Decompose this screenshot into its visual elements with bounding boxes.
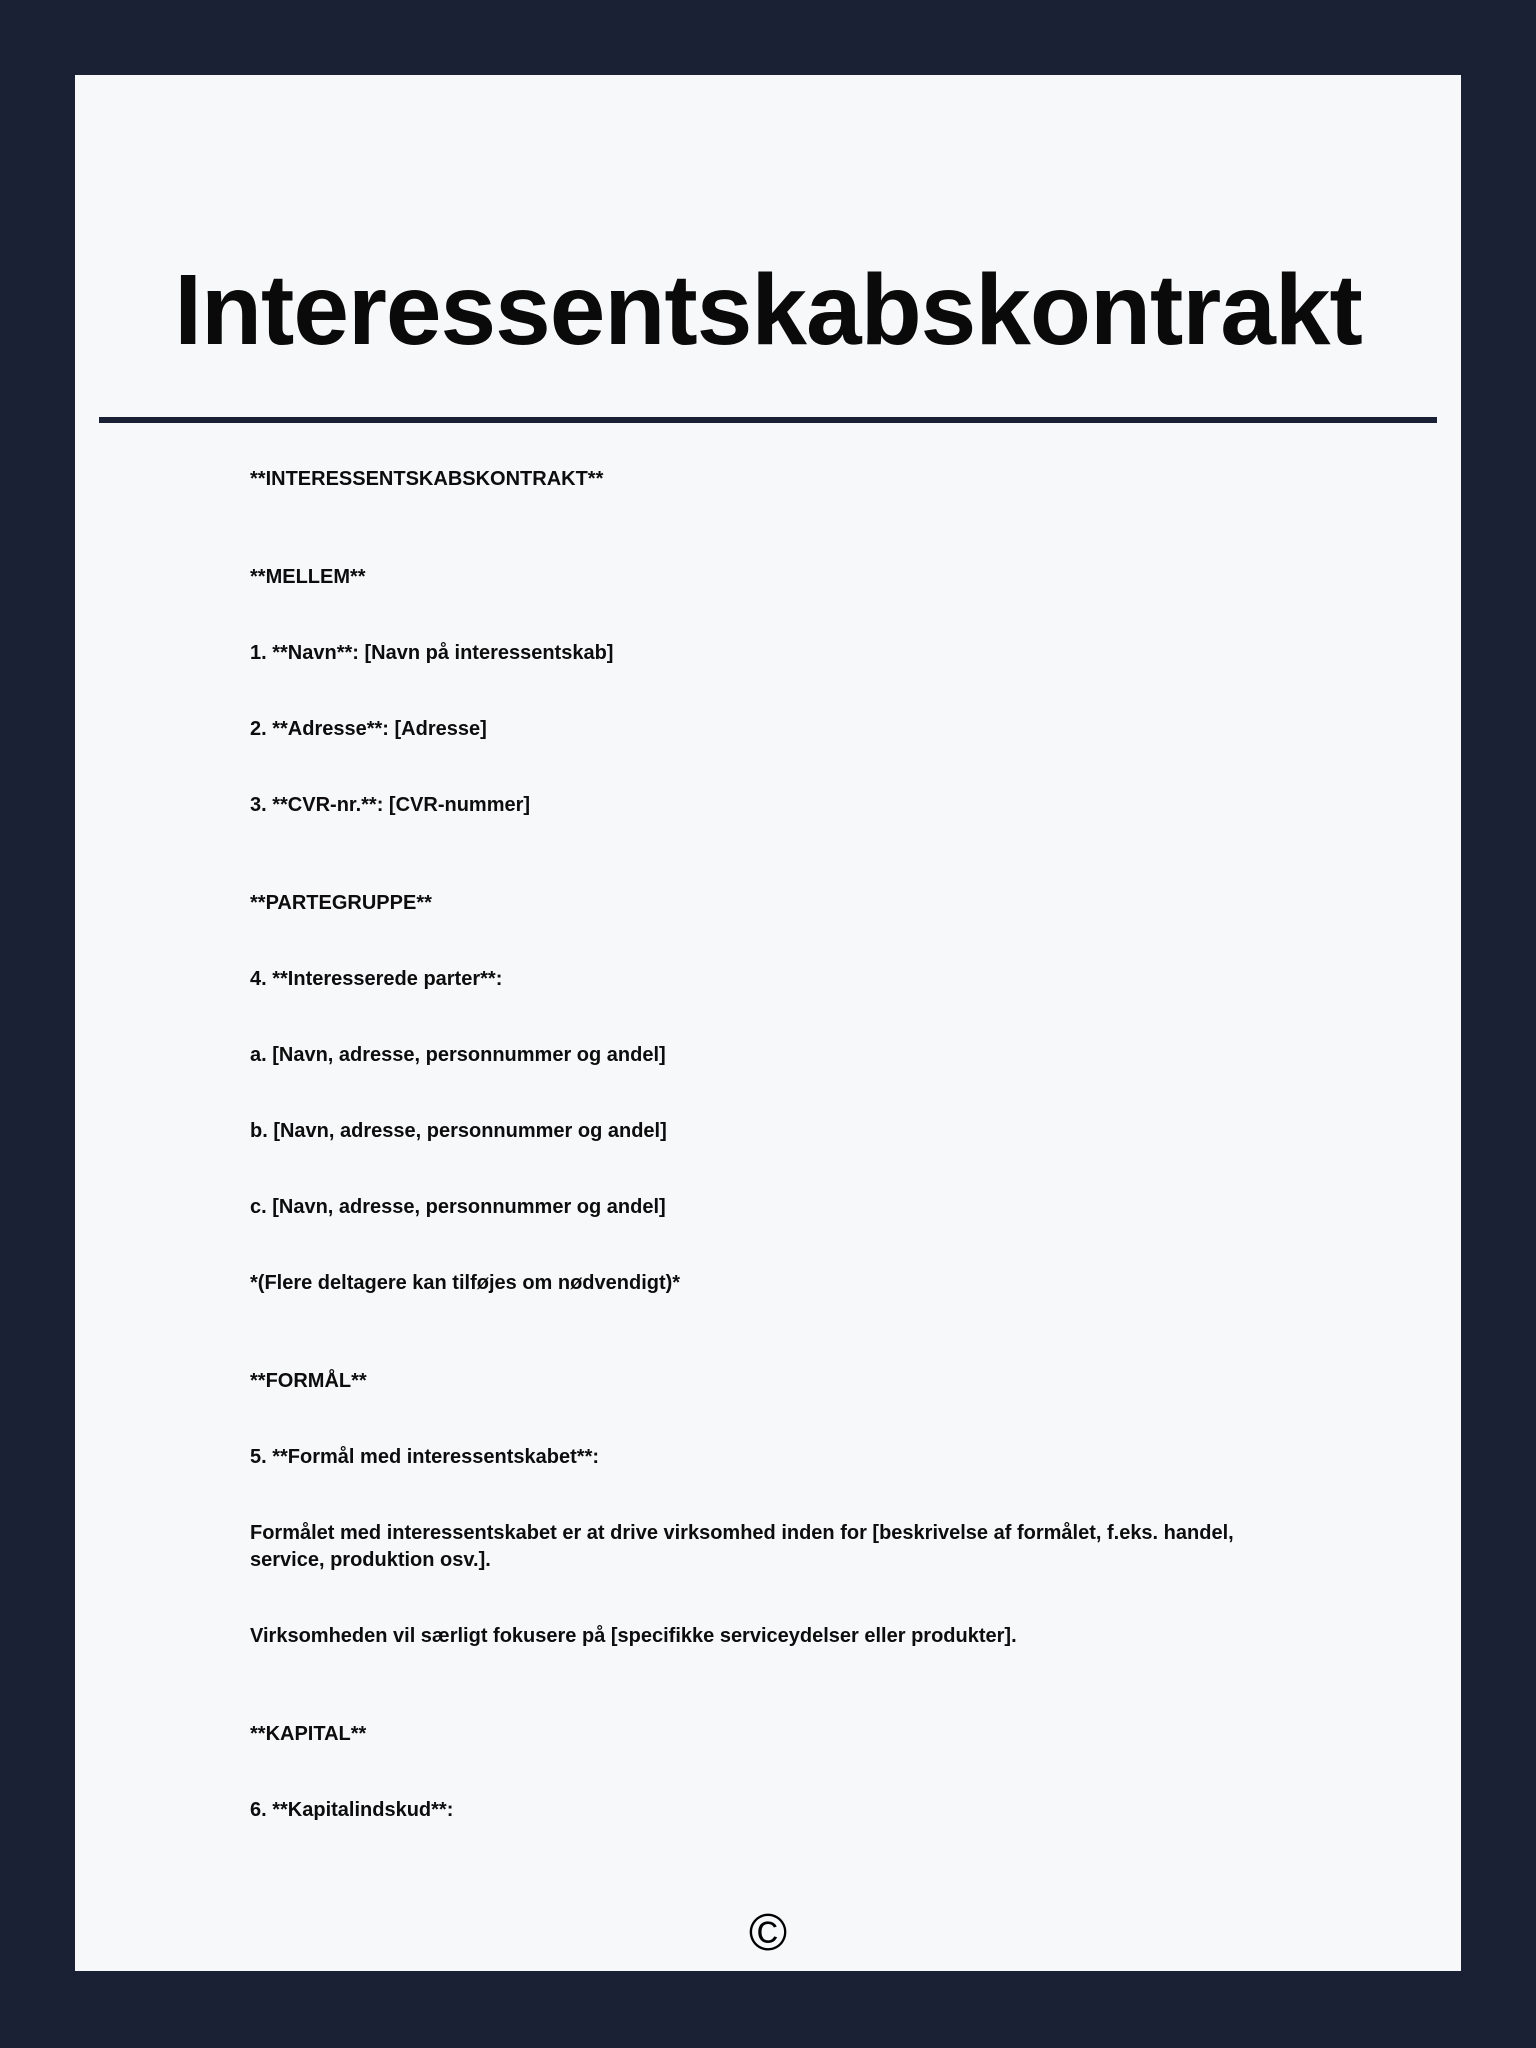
doc-line: b. [Navn, adresse, personnummer og andel]: [250, 1120, 667, 1142]
doc-line: c. [Navn, adresse, personnummer og andel]: [250, 1196, 666, 1218]
doc-line-section: **FORMÅL**: [250, 1370, 367, 1392]
doc-line: 3. **CVR-nr.**: [CVR-nummer]: [250, 794, 531, 816]
document-body: [250, 466, 1286, 1824]
doc-line-section: **MELLEM**: [250, 566, 366, 588]
doc-line: 6. **Kapitalindskud**:: [250, 1799, 454, 1821]
doc-line-paragraph: Formålet med interessentskabet er at drive virksomhed inden for [beskrivelse af formålet, f.eks. handel, service, produktion osv.].: [250, 1522, 1234, 1571]
doc-line-heading: **INTERESSENTSKABSKONTRAKT**: [250, 468, 604, 490]
document-title: Interessentskabskontrakt: [174, 254, 1362, 366]
doc-line: Virksomheden vil særligt fokusere på [specifikke serviceydelser eller produkter].: [250, 1625, 1017, 1647]
doc-line-section: **PARTEGRUPPE**: [250, 892, 432, 914]
doc-line: *(Flere deltagere kan tilføjes om nødvendigt)*: [250, 1272, 681, 1294]
document-page: [75, 75, 1461, 1971]
divider-rule: [99, 417, 1437, 423]
doc-line: 1. **Navn**: [Navn på interessentskab]: [250, 642, 614, 664]
doc-line: 5. **Formål med interessentskabet**:: [250, 1446, 600, 1468]
doc-line: a. [Navn, adresse, personnummer og andel]: [250, 1044, 666, 1066]
doc-line-section: **KAPITAL**: [250, 1723, 367, 1745]
doc-line: 4. **Interesserede parter**:: [250, 968, 503, 990]
copyright-icon: ©: [748, 1904, 788, 1962]
doc-line: 2. **Adresse**: [Adresse]: [250, 718, 487, 740]
